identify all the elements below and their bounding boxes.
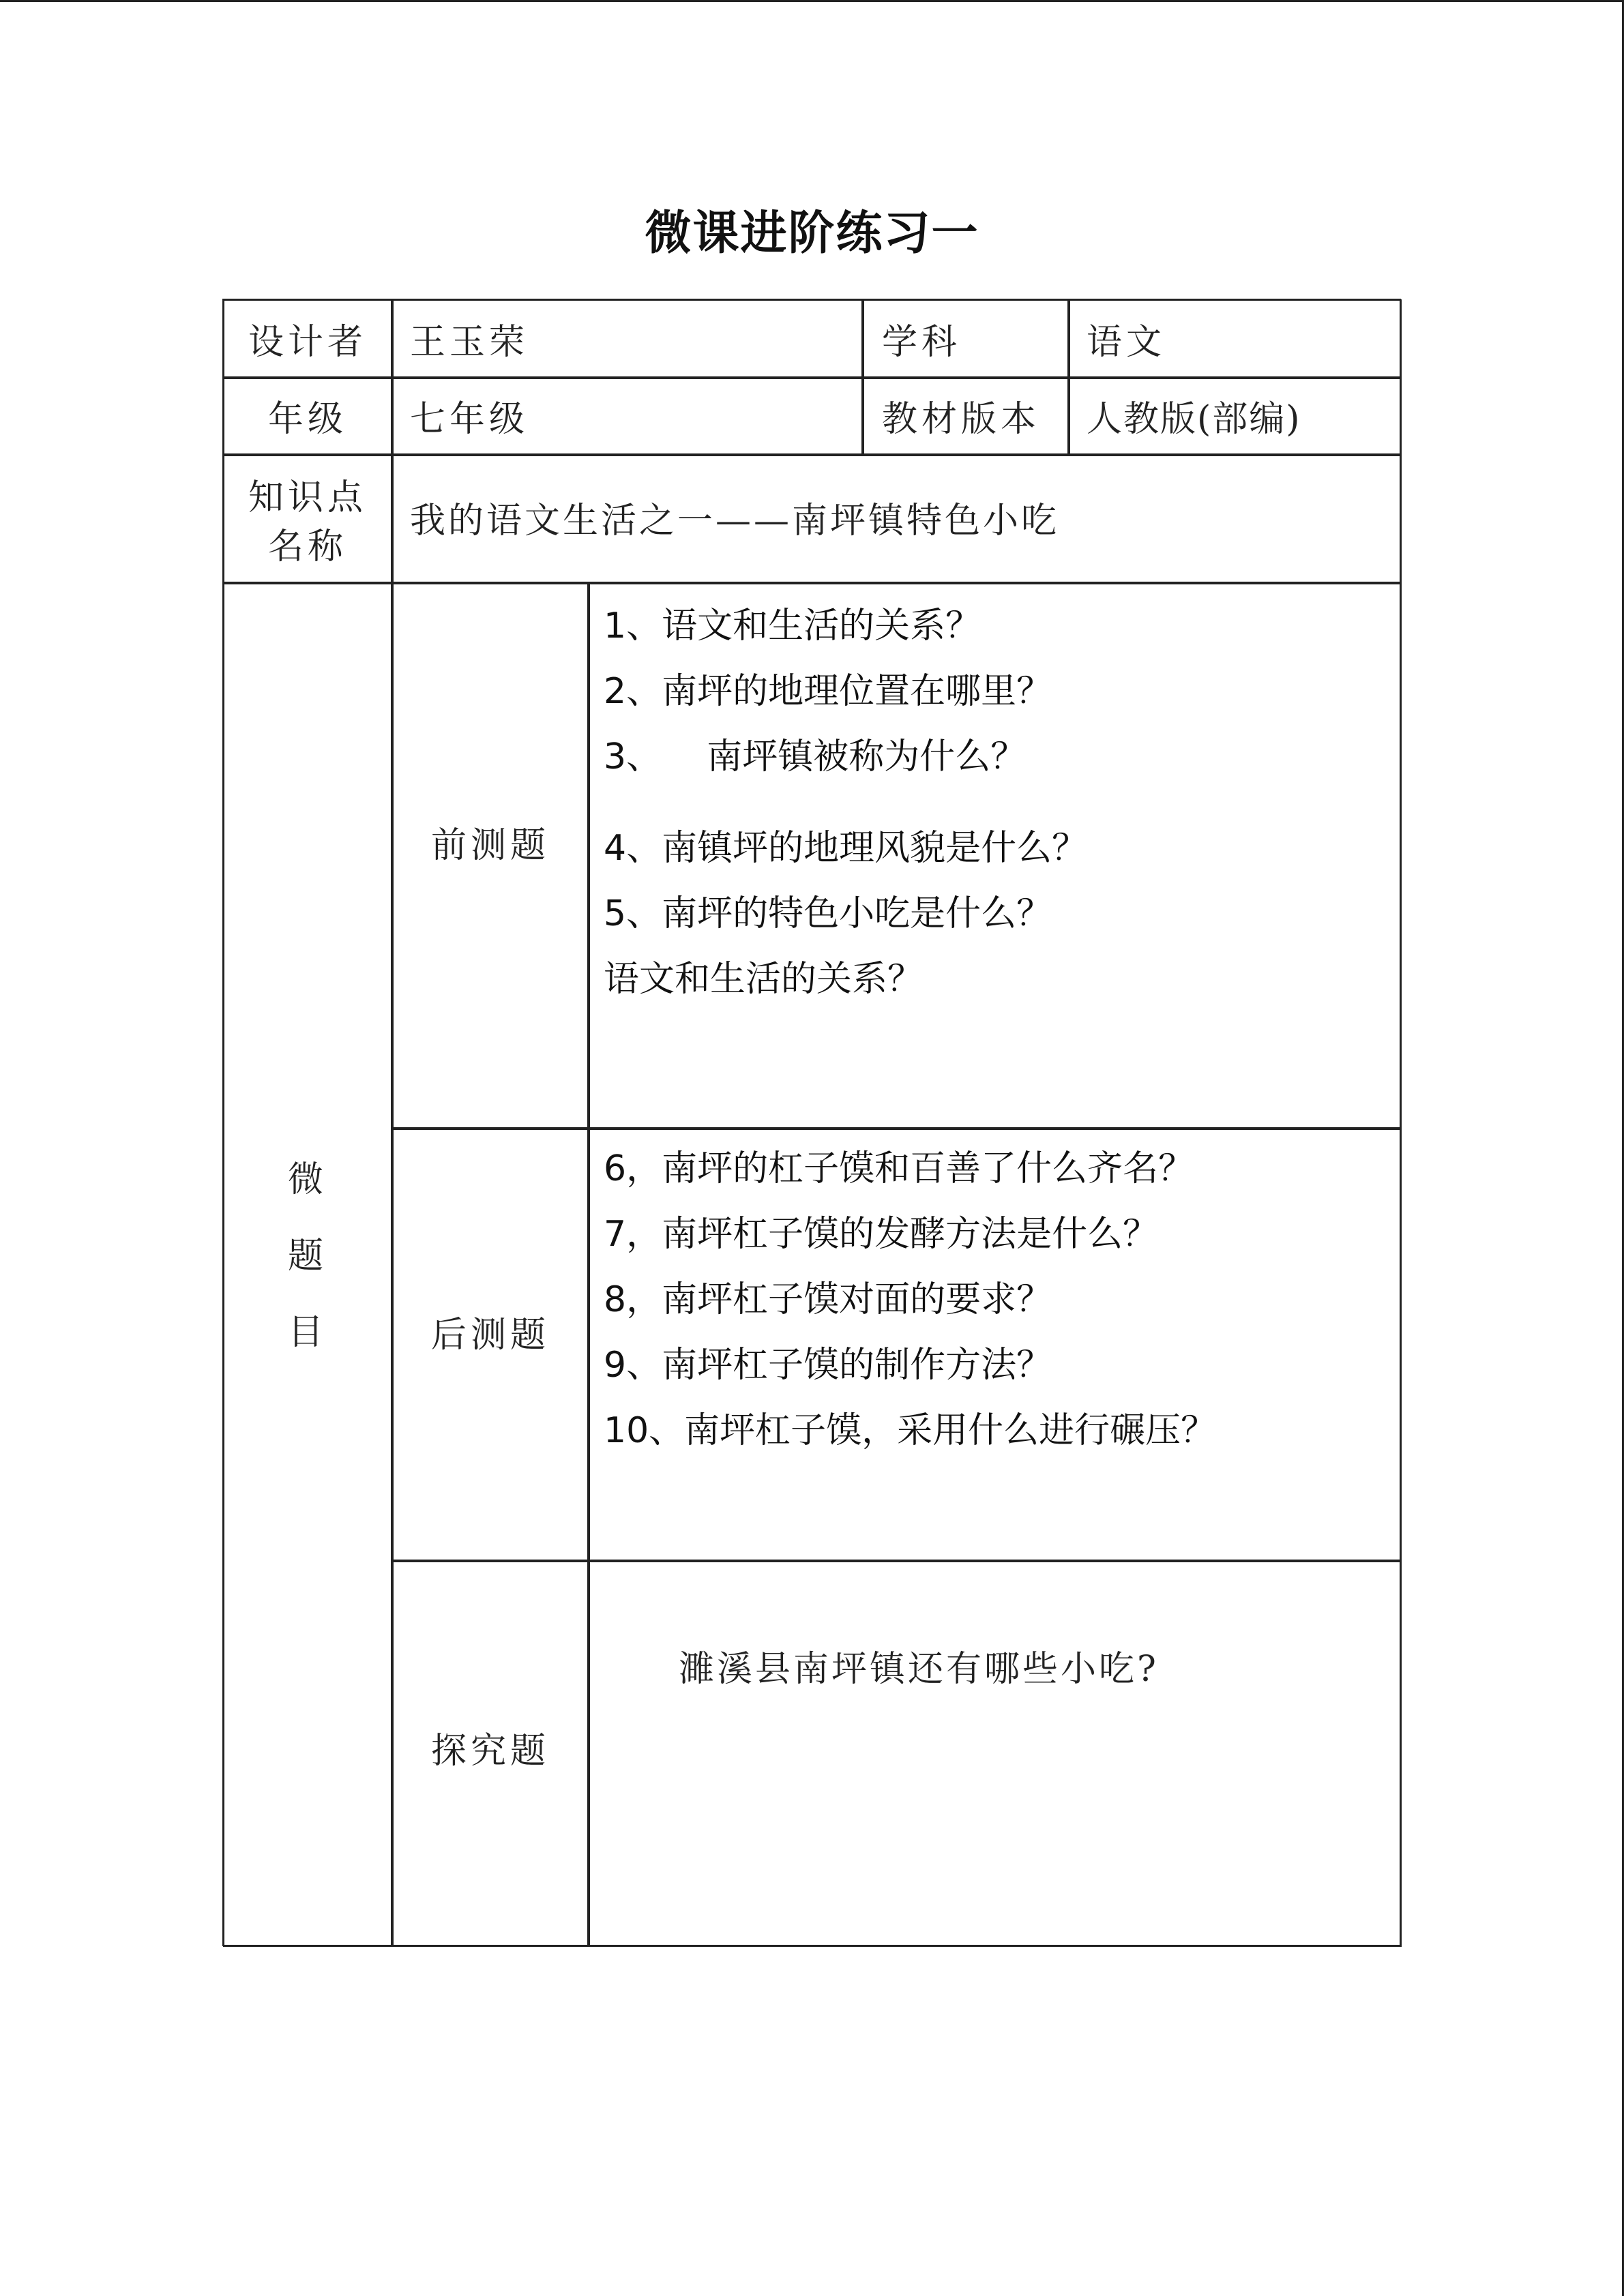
post-question-1: 6，南坪的杠子馍和百善了什么齐名？ <box>604 1148 1194 1189</box>
grade-label-cell <box>223 378 392 455</box>
pre-test-label: 前测题 <box>430 825 550 866</box>
worksheet-table <box>222 299 1401 1946</box>
micro-label-char-3: 目 <box>287 1312 327 1353</box>
post-question-5: 10、南坪杠子馍，采用什么进行碾压？ <box>604 1410 1217 1451</box>
inquiry-question-cell <box>589 1561 1402 1947</box>
micro-label-char-1: 微 <box>287 1159 327 1200</box>
post-question-3: 8，南坪杠子馍对面的要求？ <box>604 1279 1052 1320</box>
knowledge-label-line1: 知识点 <box>248 477 367 518</box>
page-title: 微课进阶练习一 <box>645 207 979 260</box>
edition-label: 教材版本 <box>882 399 1041 440</box>
pre-question-4: 4、南镇坪的地理风貌是什么？ <box>604 828 1088 869</box>
knowledge-label-line2: 名称 <box>267 526 347 567</box>
grade-value-cell <box>392 378 863 455</box>
post-question-4: 9、南坪杠子馍的制作方法？ <box>604 1345 1052 1386</box>
edition-value: 人教版(部编) <box>1087 399 1301 440</box>
micro-label-cell <box>223 583 392 1947</box>
designer-label-cell <box>223 299 392 378</box>
designer-label: 设计者 <box>248 322 367 363</box>
pre-question-6: 语文和生活的关系？ <box>604 959 924 1000</box>
subject-value: 语文 <box>1087 322 1166 363</box>
inquiry-label: 探究题 <box>430 1731 550 1772</box>
subject-label-cell <box>863 299 1069 378</box>
knowledge-value-cell <box>392 455 1402 583</box>
pre-question-5: 5、南坪的特色小吃是什么？ <box>604 893 1052 934</box>
post-test-label-cell <box>392 1129 589 1561</box>
grade-value: 七年级 <box>410 399 529 440</box>
post-test-label: 后测题 <box>430 1315 550 1356</box>
inquiry-question: 濉溪县南坪镇还有哪些小吃? <box>679 1649 1159 1690</box>
pre-question-2: 2、南坪的地理位置在哪里？ <box>604 671 1052 712</box>
inquiry-label-cell <box>392 1561 589 1947</box>
subject-label: 学科 <box>882 322 962 363</box>
post-test-questions-cell <box>589 1129 1402 1561</box>
designer-value-cell <box>392 299 863 378</box>
edition-label-cell <box>863 378 1069 455</box>
grade-label: 年级 <box>267 399 347 440</box>
micro-label-char-2: 题 <box>287 1236 327 1277</box>
pre-question-3: 3、 南坪镇被称为什么？ <box>604 736 1027 777</box>
pre-test-questions-cell <box>589 583 1402 1129</box>
knowledge-value: 我的语文生活之一——南坪镇特色小吃 <box>410 501 1060 541</box>
post-question-2: 7，南坪杠子馍的发酵方法是什么？ <box>604 1214 1159 1255</box>
subject-value-cell <box>1069 299 1402 378</box>
edition-value-cell <box>1069 378 1402 455</box>
pre-question-1: 1、语文和生活的关系？ <box>604 606 981 646</box>
designer-value: 王玉荣 <box>410 322 529 363</box>
pre-test-label-cell <box>392 583 589 1129</box>
knowledge-label-cell <box>223 455 392 583</box>
